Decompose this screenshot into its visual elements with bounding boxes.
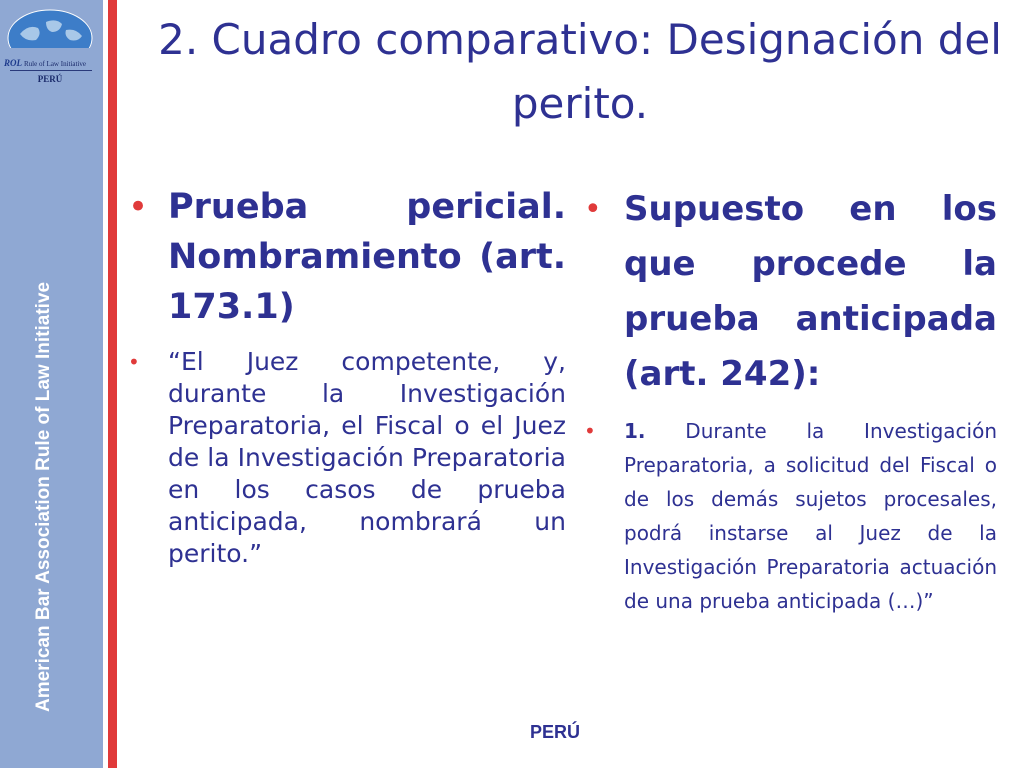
left-column — [128, 182, 566, 570]
slide-title: 2. Cuadro comparativo: Designación del perito. — [158, 15, 1002, 128]
logo-divider — [10, 70, 92, 71]
footer-country: PERÚ — [529, 722, 580, 742]
logo-country: PERÚ — [37, 74, 63, 84]
globe-icon — [6, 8, 94, 54]
sidebar-vertical-label: American Bar Association Rule of Law Initiative — [33, 281, 54, 712]
bullet-icon: • — [128, 187, 149, 227]
right-heading — [584, 182, 997, 402]
sidebar — [0, 0, 103, 768]
left-quote — [128, 346, 566, 570]
bullet-icon: • — [584, 192, 602, 227]
right-item-number: 1. — [624, 419, 646, 443]
bullet-icon: • — [128, 350, 140, 374]
right-item-text: Durante la Investigación Preparatoria, a solicitud del Fiscal o de los demás sujetos procesales, podrá instarse al Juez de la Investigación Preparatoria actuación de una prueba anticipada (…)” — [624, 419, 997, 613]
right-heading-text: Supuesto en los que procede la prueba anticipada (art. 242): — [624, 189, 997, 394]
right-item — [584, 414, 997, 618]
left-heading — [128, 182, 566, 332]
left-heading-text: Prueba pericial. Nombramiento (art. 173.1) — [168, 187, 566, 327]
right-column — [584, 182, 997, 618]
bullet-icon: • — [584, 419, 596, 443]
sidebar-red-stripe — [108, 0, 117, 768]
left-quote-text: “El Juez competente, y, durante la Investigación Preparatoria, el Fiscal o el Juez de la Investigación Preparatoria en los casos de prueba anticipada, nombrará un perito.” — [168, 347, 566, 568]
aba-logo — [2, 8, 98, 88]
logo-brand: ROL Rule of Law Initiative — [4, 58, 87, 68]
